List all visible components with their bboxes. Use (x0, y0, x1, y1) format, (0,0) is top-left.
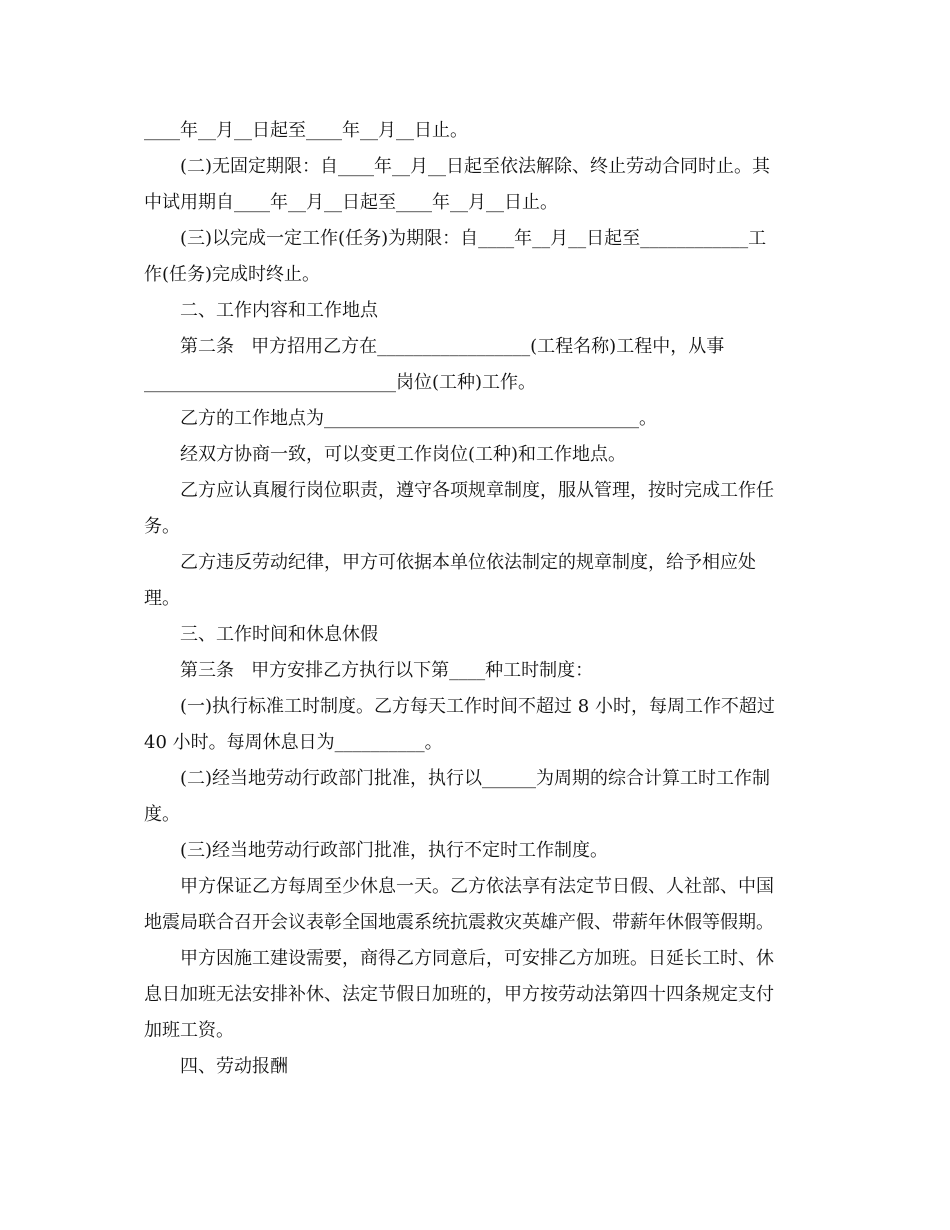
text-line: 经双方协商一致，可以变更工作岗位(工种)和工作地点。 (180, 444, 627, 465)
text-line: 息日加班无法安排补休、法定节假日加班的，甲方按劳动法第四十四条规定支付 (144, 984, 774, 1005)
section-heading: 三、工作时间和休息休假 (180, 624, 378, 645)
text-line: (二)无固定期限：自____年__月__日起至依法解除、终止劳动合同时止。其 (180, 156, 771, 177)
text-line: ____________________________岗位(工种)工作。 (144, 372, 537, 393)
text-line: (三)经当地劳动行政部门批准，执行不定时工作制度。 (180, 840, 609, 861)
text-line: 甲方保证乙方每周至少休息一天。乙方依法享有法定节日假、人社部、中国 (180, 876, 774, 897)
text-line: 度。 (144, 804, 180, 825)
contract-text (144, 113, 796, 1085)
text-line: 乙方的工作地点为___________________________________。 (180, 408, 657, 429)
text-line: 务。 (144, 516, 180, 537)
section-heading: 四、劳动报酬 (180, 1056, 288, 1077)
text-line: 作(任务)完成时终止。 (144, 264, 321, 285)
text-line: (三)以完成一定工作(任务)为期限：自____年__月__日起至____________工 (180, 228, 767, 249)
text-line: 理。 (144, 588, 180, 609)
text-line: 第二条 甲方招用乙方在_________________(工程名称)工程中，从事 (180, 336, 725, 357)
section-heading: 二、工作内容和工作地点 (180, 300, 378, 321)
text-line: 第三条 甲方安排乙方执行以下第____种工时制度： (180, 660, 594, 681)
text-line: 甲方因施工建设需要，商得乙方同意后，可安排乙方加班。日延长工时、休 (180, 948, 774, 969)
text-line: ____年__月__日起至____年__月__日止。 (144, 120, 468, 141)
text-line: (一)执行标准工时制度。乙方每天工作时间不超过 8 小时，每周工作不超过 (180, 696, 775, 717)
text-line: 乙方应认真履行岗位职责，遵守各项规章制度，服从管理，按时完成工作任 (180, 480, 774, 501)
text-line: 乙方违反劳动纪律，甲方可依据本单位依法制定的规章制度，给予相应处 (180, 552, 756, 573)
text-line: (二)经当地劳动行政部门批准，执行以______为周期的综合计算工时工作制 (180, 768, 771, 789)
text-line: 中试用期自____年__月__日起至____年__月__日止。 (144, 192, 558, 213)
text-line: 地震局联合召开会议表彰全国地震系统抗震救灾英雄产假、带薪年休假等假期。 (144, 912, 774, 933)
text-line: 40 小时。每周休息日为__________。 (144, 732, 443, 753)
text-line: 加班工资。 (144, 1020, 234, 1041)
